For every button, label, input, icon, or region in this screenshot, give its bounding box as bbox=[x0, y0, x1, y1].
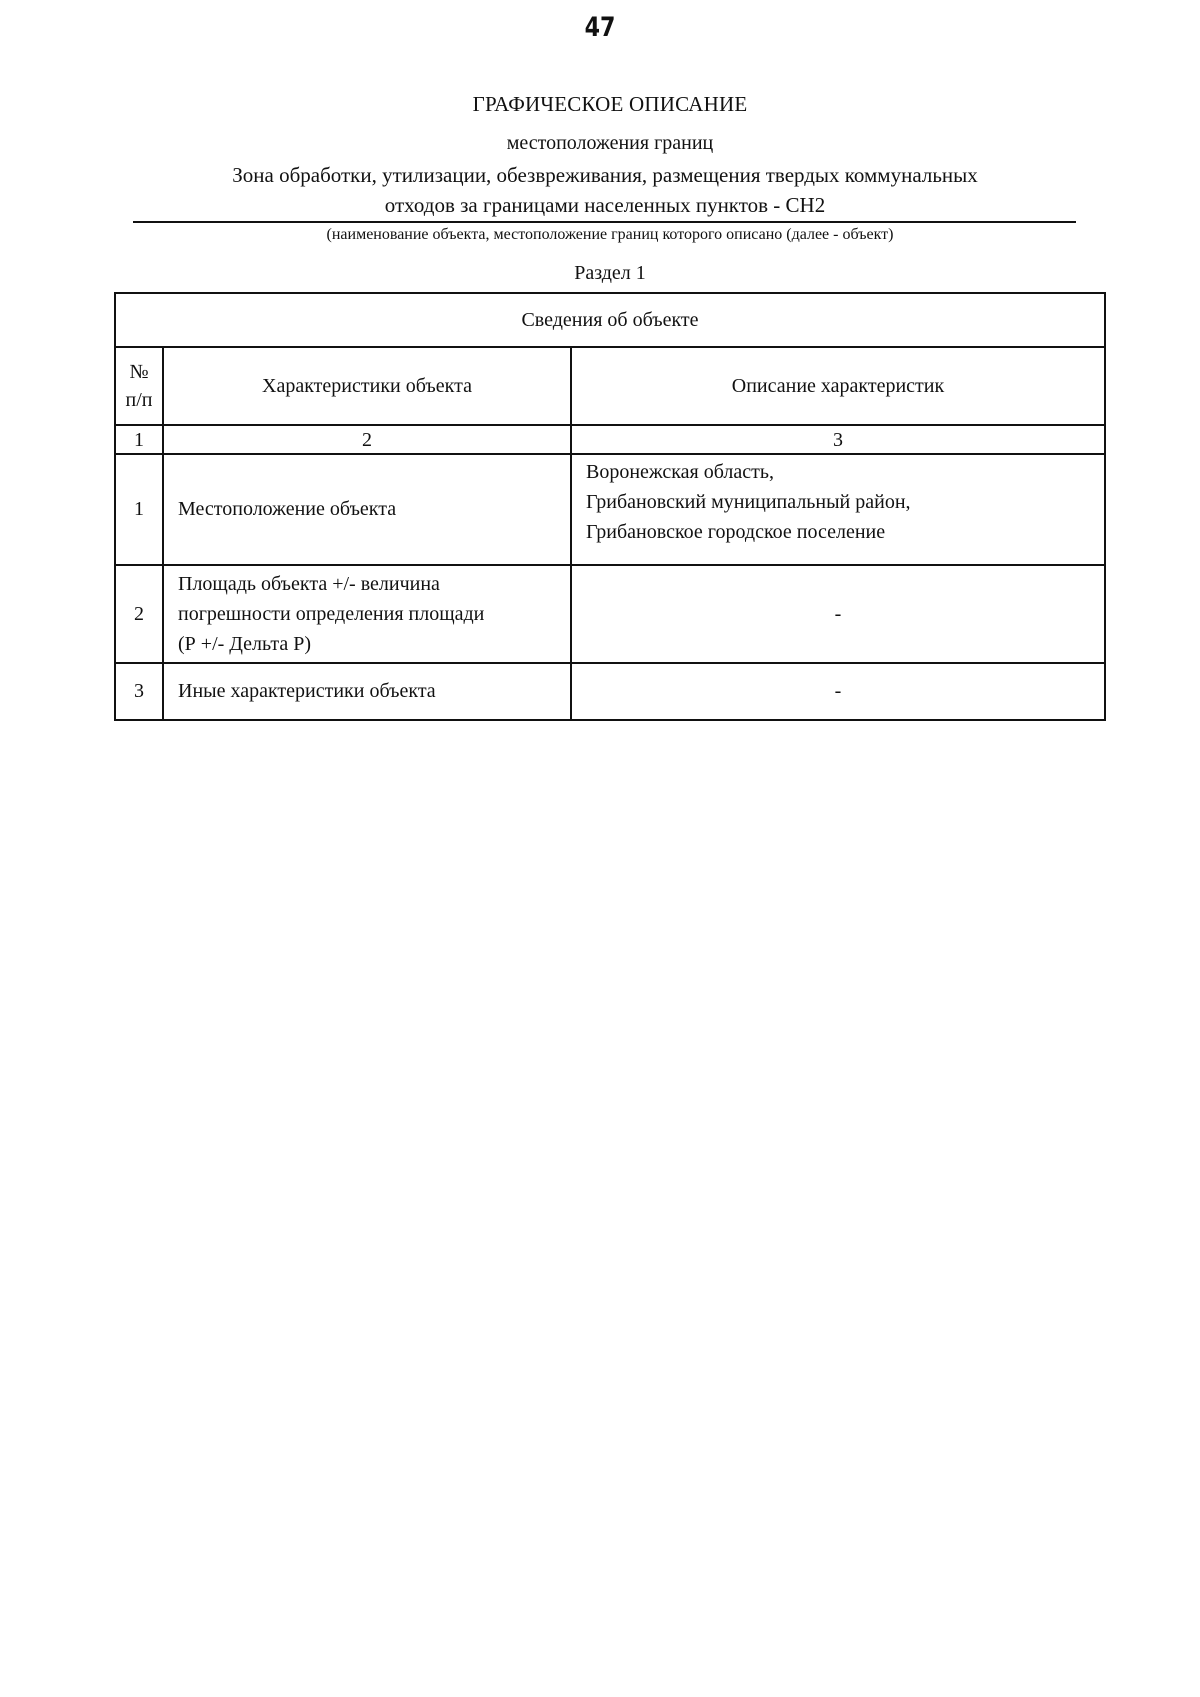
description-line: Воронежская область, bbox=[586, 461, 775, 483]
row-characteristic: Местоположение объекта bbox=[163, 454, 571, 565]
table-header-row bbox=[115, 347, 1105, 425]
row-description: - bbox=[571, 565, 1105, 663]
table-row bbox=[115, 565, 1105, 663]
row-characteristic bbox=[163, 565, 571, 663]
object-name-line: Зона обработки, утилизации, обезвреживания, размещения твердых коммунальных bbox=[232, 163, 978, 187]
object-name-caption: (наименование объекта, местоположение границ которого описано (далее - объект) bbox=[326, 226, 894, 243]
header-cell-characteristic: Характеристики объекта bbox=[163, 347, 571, 425]
object-name-underline bbox=[133, 221, 1076, 223]
section-label: Раздел 1 bbox=[574, 262, 646, 284]
characteristic-line: Площадь объекта +/- величина bbox=[178, 573, 440, 595]
column-numbers-row bbox=[115, 425, 1105, 454]
column-number: 1 bbox=[115, 425, 163, 454]
table-row bbox=[115, 663, 1105, 720]
object-info-table bbox=[114, 292, 1106, 721]
column-number: 3 bbox=[571, 425, 1105, 454]
column-number: 2 bbox=[163, 425, 571, 454]
page-number: 47 bbox=[584, 12, 616, 43]
table-row bbox=[115, 454, 1105, 565]
table-title-row bbox=[115, 293, 1105, 347]
description-line: Грибановское городское поселение bbox=[586, 521, 886, 543]
header-num-symbol: № bbox=[129, 361, 149, 383]
object-name bbox=[135, 160, 1075, 220]
characteristic-line: (Р +/- Дельта Р) bbox=[178, 633, 312, 655]
header-num-label: п/п bbox=[125, 389, 153, 411]
row-characteristic: Иные характеристики объекта bbox=[163, 663, 571, 720]
row-number: 1 bbox=[115, 454, 163, 565]
object-name-line: отходов за границами населенных пунктов - СН2 bbox=[384, 193, 826, 217]
table-title: Сведения об объекте bbox=[115, 293, 1105, 347]
row-number: 2 bbox=[115, 565, 163, 663]
header-cell-description: Описание характеристик bbox=[571, 347, 1105, 425]
row-number: 3 bbox=[115, 663, 163, 720]
characteristic-line: погрешности определения площади bbox=[178, 603, 485, 625]
header-cell-num bbox=[115, 347, 163, 425]
document-subtitle: местоположения границ bbox=[506, 132, 714, 154]
row-description: - bbox=[571, 663, 1105, 720]
row-description bbox=[571, 454, 1105, 565]
document-title: ГРАФИЧЕСКОЕ ОПИСАНИЕ bbox=[472, 92, 748, 116]
description-line: Грибановский муниципальный район, bbox=[586, 491, 911, 513]
